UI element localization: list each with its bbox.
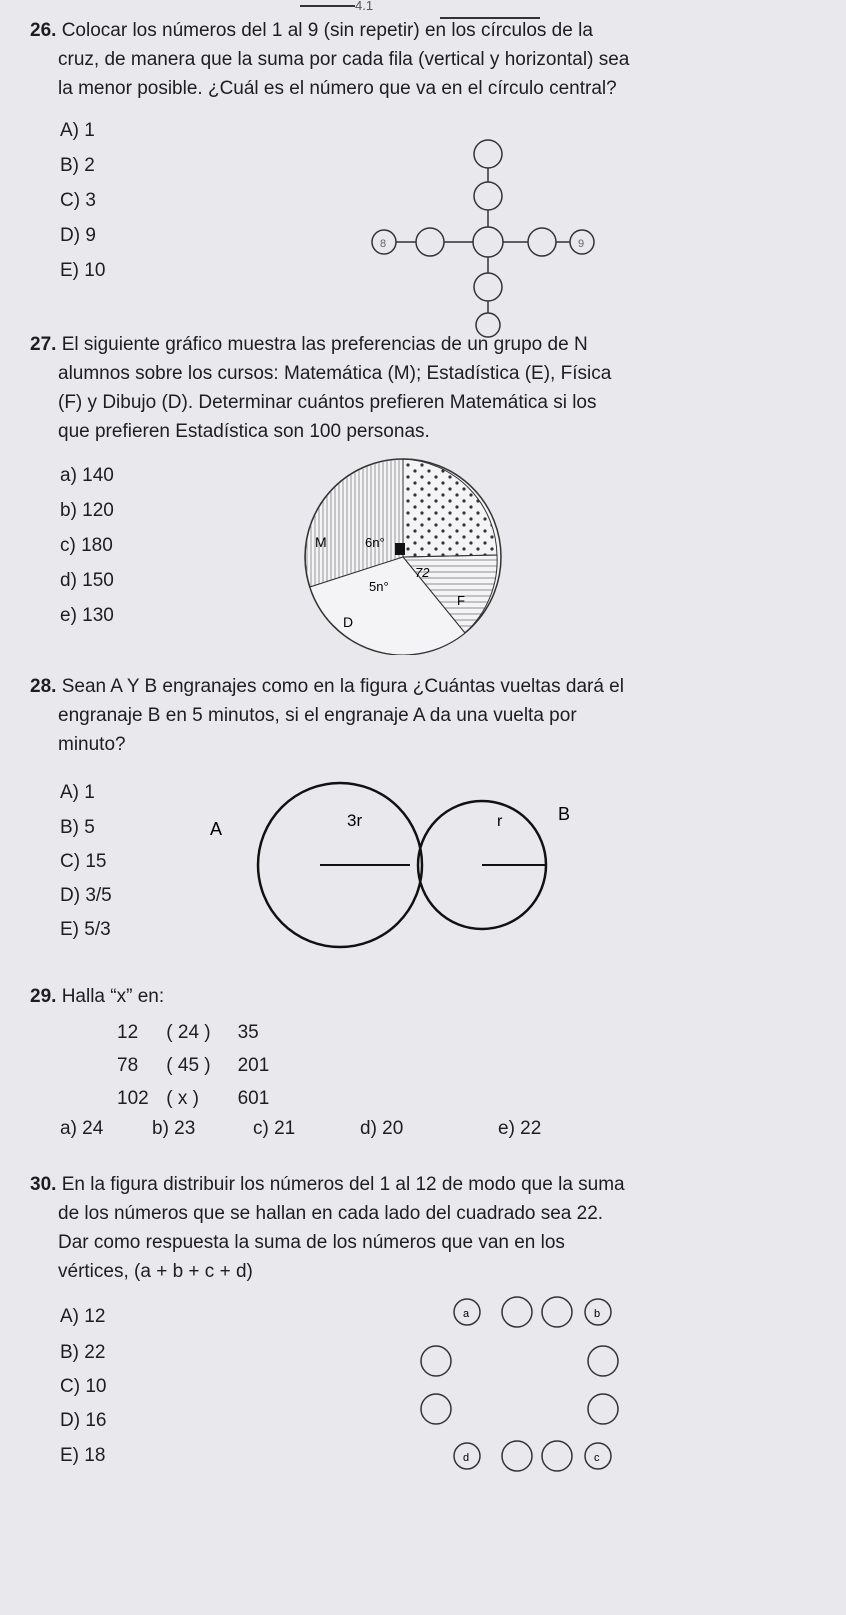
question-text-line: vértices, (a + b + c + d) — [58, 1261, 253, 1282]
option-a: a) 24 — [60, 1118, 104, 1139]
cross-circle[interactable] — [474, 273, 502, 301]
question-number: 27. — [30, 334, 57, 355]
vertex-label-d: d — [463, 1452, 470, 1464]
option-b: B) 22 — [60, 1342, 106, 1363]
side-circle[interactable] — [421, 1394, 451, 1424]
option-b: B) 5 — [60, 817, 95, 838]
option-c: C) 10 — [60, 1376, 107, 1397]
pie-slice-e — [403, 459, 497, 557]
vertex-label-c: c — [594, 1452, 600, 1464]
circle-label-right: 9 — [578, 238, 585, 250]
question-number: 29. — [30, 986, 57, 1007]
gears-figure — [200, 780, 600, 950]
label-m: M — [315, 534, 327, 550]
table-row: 102 ( x ) 601 — [117, 1088, 270, 1109]
option-e: E) 5/3 — [60, 919, 111, 940]
option-d: d) 150 — [60, 570, 114, 591]
question-text-line: cruz, de manera que la suma por cada fila (vertical y horizontal) sea — [58, 49, 630, 70]
question-text-line: Sean A Y B engranajes como en la figura ¿Cuántas vueltas dará el — [61, 676, 624, 697]
question-text-line: (F) y Dibujo (D). Determinar cuántos prefieren Matemática si los — [58, 392, 597, 413]
question-number: 28. — [30, 676, 57, 697]
top-page-mark: 4.1 — [355, 0, 374, 13]
question-30 — [30, 1170, 830, 1286]
option-b: b) 23 — [152, 1118, 196, 1139]
option-a: A) 1 — [60, 782, 95, 803]
option-b: b) 120 — [60, 500, 114, 521]
label-angle-d: 5n° — [369, 579, 389, 594]
number-table — [117, 1016, 269, 1115]
option-d: D) 16 — [60, 1410, 107, 1431]
gear-a-label: A — [210, 819, 223, 839]
side-circle[interactable] — [502, 1441, 532, 1471]
pie-chart — [285, 455, 525, 655]
cross-circle[interactable] — [474, 182, 502, 210]
question-text: Halla “x” en: — [61, 986, 165, 1007]
table-row: 12 ( 24 ) 35 — [117, 1022, 259, 1043]
table-row: 78 ( 45 ) 201 — [117, 1055, 270, 1076]
question-text-line: Dar como respuesta la suma de los números que van en los — [58, 1232, 565, 1253]
option-e: e) 130 — [60, 605, 114, 626]
option-c: c) 21 — [253, 1118, 296, 1139]
circle-label-left: 8 — [380, 238, 387, 250]
cross-circle[interactable] — [416, 228, 444, 256]
label-angle-m: 6n° — [365, 535, 385, 550]
option-c: C) 15 — [60, 851, 107, 872]
label-angle-e: 72 — [415, 565, 430, 580]
side-circle[interactable] — [502, 1297, 532, 1327]
question-text-line: En la figura distribuir los números del 1 al 12 de modo que la suma — [61, 1174, 625, 1195]
question-text-line: alumnos sobre los cursos: Matemática (M); Estadística (E), Física — [58, 363, 612, 384]
option-d: d) 20 — [360, 1118, 404, 1139]
option-a: A) 1 — [60, 120, 95, 141]
question-26 — [30, 16, 830, 103]
option-d: D) 9 — [60, 225, 96, 246]
gear-b-radius-label: r — [497, 813, 503, 830]
side-circle[interactable] — [542, 1441, 572, 1471]
vertex-label-a: a — [463, 1308, 470, 1320]
right-angle-mark — [395, 543, 405, 555]
cross-circle[interactable] — [474, 140, 502, 168]
cross-figure — [360, 130, 620, 340]
question-text-line: que prefieren Estadística son 100 personas. — [58, 421, 430, 442]
option-a: a) 140 — [60, 465, 114, 486]
label-f: F — [457, 593, 465, 608]
side-circle[interactable] — [421, 1346, 451, 1376]
question-text-line: El siguiente gráfico muestra las preferencias de un grupo de N — [61, 334, 588, 355]
question-text-line: minuto? — [58, 734, 126, 755]
question-number: 26. — [30, 20, 57, 41]
option-c: c) 180 — [60, 535, 113, 556]
question-text-line: engranaje B en 5 minutos, si el engranaje A da una vuelta por — [58, 705, 577, 726]
label-d: D — [343, 614, 354, 630]
vertex-label-b: b — [594, 1308, 601, 1320]
cross-circle[interactable] — [528, 228, 556, 256]
question-number: 30. — [30, 1174, 57, 1195]
side-circle[interactable] — [588, 1346, 618, 1376]
question-27 — [30, 330, 830, 446]
question-text-line: Colocar los números del 1 al 9 (sin repetir) en los círculos de la — [61, 20, 593, 41]
question-text-line: de los números que se hallan en cada lado del cuadrado sea 22. — [58, 1203, 604, 1224]
side-circle[interactable] — [542, 1297, 572, 1327]
side-circle[interactable] — [588, 1394, 618, 1424]
square-figure — [420, 1285, 620, 1485]
option-e: e) 22 — [498, 1118, 542, 1139]
center-circle[interactable] — [473, 227, 503, 257]
option-a: A) 12 — [60, 1306, 106, 1327]
question-text-line: la menor posible. ¿Cuál es el número que va en el círculo central? — [58, 78, 617, 99]
question-29 — [30, 982, 164, 1011]
gear-a-radius-label: 3r — [347, 811, 363, 830]
option-b: B) 2 — [60, 155, 95, 176]
option-e: E) 10 — [60, 260, 106, 281]
gear-b-label: B — [558, 804, 571, 824]
question-28 — [30, 672, 830, 759]
option-d: D) 3/5 — [60, 885, 112, 906]
option-c: C) 3 — [60, 190, 96, 211]
option-e: E) 18 — [60, 1445, 106, 1466]
